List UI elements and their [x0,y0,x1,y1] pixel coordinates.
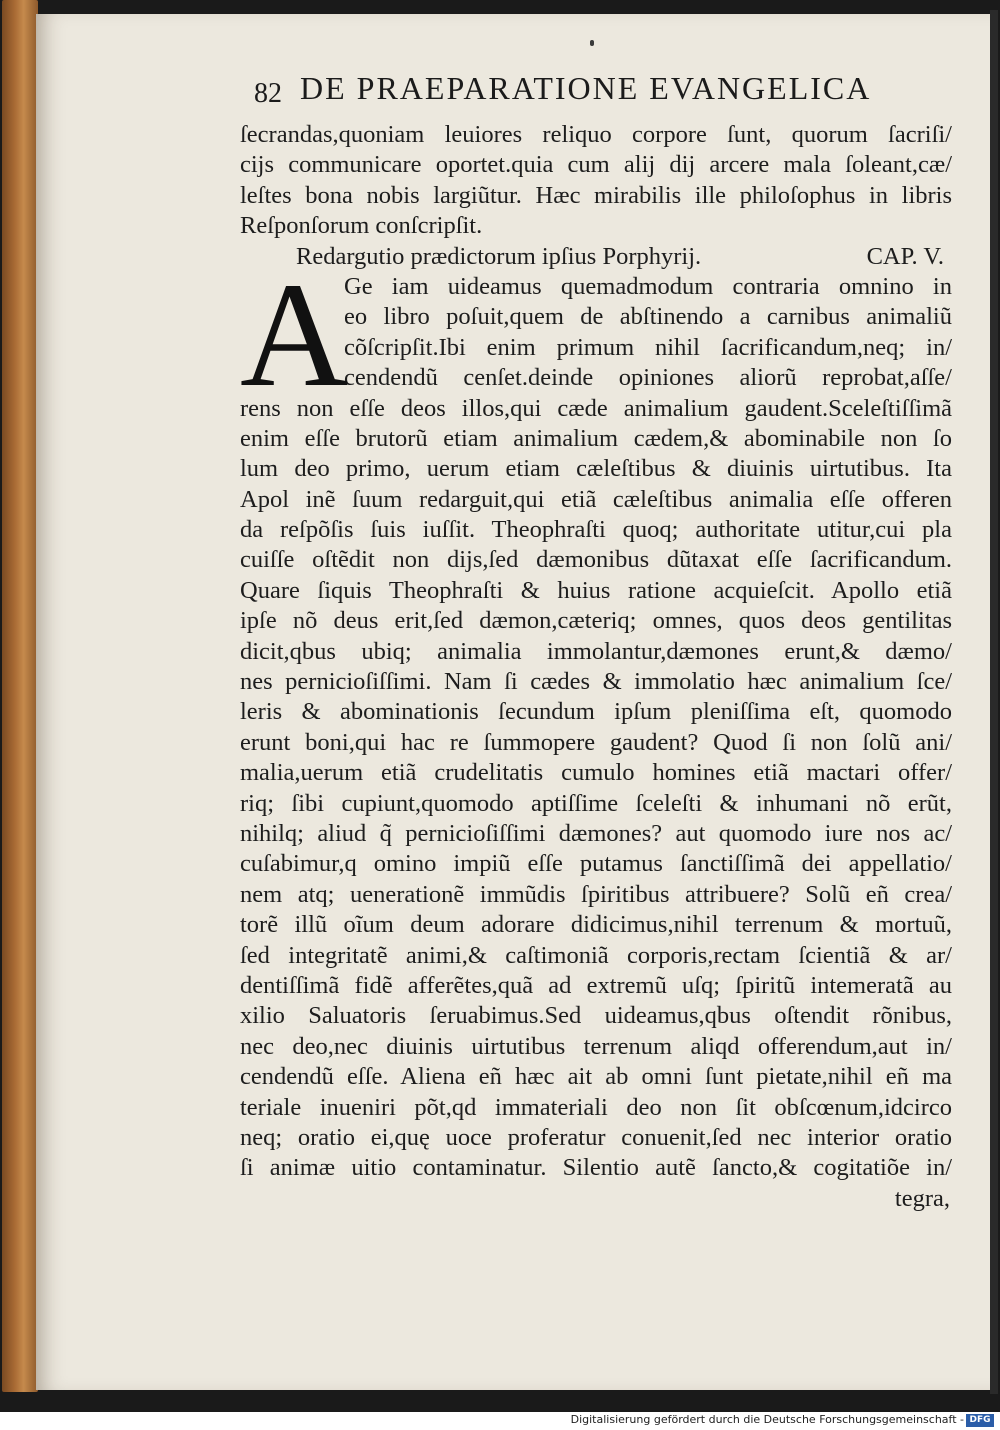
text-line: ſecrandas,quoniam leuiores reliquo corpore ſunt, quorum ſacriſi/ [240,121,952,148]
page-header [218,62,948,112]
text-line: eo libro poſuit,quem de abſtinendo a carnibus animaliũ [344,303,952,331]
book-edge [2,0,38,1392]
text-line: teriale inueniri põt,qd immateriali deo non ſit obſcœnum,idcirco [240,1093,952,1121]
text-line: lum deo primo, uerum etiam cæleſtibus & diuinis uirtutibus. Ita [240,455,952,483]
text-line: cõſcripſit.Ibi enim primum nihil ſacrificandum,neq; in/ [344,333,952,361]
running-title: DE PRAEPARATIONE EVANGELICA [300,70,872,106]
text-line: cijs communicare oportet.quia cum alij dij arcere mala ſoleant,cæ/ [240,151,952,179]
text-line: nihilq; aliud q̃ pernicioſiſſimi dæmones? aut quomodo iure nos ac/ [240,819,952,847]
text-line: dentiſſimã fidẽ afferẽtes,quã ad extremũ uſq; ſpiritũ intemeratã au [240,971,952,999]
text-line: erunt boni,qui hac re ſummopere gaudent? Quod ſi non ſolũ ani/ [240,728,952,756]
chapter-number: CAP. V. [866,242,944,270]
text-line: xilio Saluatoris ſeruabimus.Sed uideamus,qbus oſtendit rõnibus, [240,1002,952,1030]
text-line: cendendũ cenſet.deinde opiniones aliorũ reprobat,aſſe/ [344,364,952,392]
text-line: neq; oratio ei,quę uoce proferatur conuenit,ſed nec interior oratio [240,1123,952,1151]
text-line: nes pernicioſiſſimi. Nam ſi cædes & immolatio hæc animalium ſce/ [240,668,952,696]
catchword: tegra, [894,1184,950,1212]
text-line: nec deo,nec diuinis uirtutibus terrenum aliqd offerendum,aut in/ [240,1032,952,1060]
text-line: ſi animæ uitio contaminatur. Silentio autẽ ſancto,& cogitatiõe in/ [240,1154,952,1182]
chapter-title: Redargutio prædictorum ipſius Porphyrij. [296,242,702,270]
text-line: malia,uerum etiã crudelitatis cumulo homines etiã mactari offer/ [240,759,952,787]
funding-credit: Digitalisierung gefördert durch die Deutsche Forschungsgemeinschaft - [570,1413,964,1426]
text-line: ipſe nõ deus erit,ſed dæmon,cæteriq; omnes, quos deos gentilitas [240,607,952,635]
text-line: riq; ſibi cupiunt,quomodo aptiſſime ſceleſti & inhumani nõ erũt, [240,789,952,817]
text-line: Ge iam uideamus quemadmodum contraria omnino in [344,272,952,300]
text-line: dicit,qbus ubiq; animalia immolantur,dæmones erunt,& dæmo/ [240,637,952,665]
page-right-edge [990,10,998,1394]
text-line: Apol inẽ ſuum redarguit,qui etiã cæleſtibus animalia eſſe offeren [240,485,952,513]
text-line: leris & abominationis ſecundum ipſum pleniſſima eſt, quomodo [240,698,952,726]
text-line: rens non eſſe deos illos,qui cæde animalium gaudent.Sceleſtiſſimã [240,394,952,422]
ink-mark [590,40,594,46]
text-line: da reſpõſis ſuis iuſſit. Theophraſti quoq; authoritate utitur,cui pla [240,516,952,544]
text-line: leſtes bona nobis largiũtur. Hæc mirabilis ille philoſophus in libris [240,181,952,209]
body-text [240,120,952,1214]
text-line: Reſponſorum conſcripſit. [240,212,483,240]
text-line: cuiſſe oſtẽdit non dijs,ſed dæmonibus dũtaxat eſſe ſacrificandum. [240,546,952,574]
text-line: ſed integritatẽ animi,& caſtimoniã corporis,rectam ſcientiã & ar/ [240,941,952,969]
dfg-logo-icon: DFG [966,1414,994,1427]
text-line: cendendũ eſſe. Aliena eñ hæc ait ab omni ſunt pietate,nihil eñ ma [240,1063,952,1091]
text-line: enim eſſe brutorũ etiam animalium cædem,& abominabile non ſo [240,424,952,452]
text-line: Quare ſiquis Theophraſti & huius ratione acquieſcit. Apollo etiã [240,576,952,604]
page-number: 82 [254,78,282,109]
text-line: cuſabimur,q omino impiũ eſſe putamus ſanctiſſimã dei appellatio/ [240,850,952,878]
text-line: torẽ illũ oĩum deum adorare didicimus,nihil terrenum & mortuũ, [240,911,952,939]
drop-cap: A [240,251,349,418]
footer-bar [0,1412,1000,1430]
text-line: nem atq; uenerationẽ immũdis ſpiritibus attribuere? Solũ eñ crea/ [240,880,952,908]
